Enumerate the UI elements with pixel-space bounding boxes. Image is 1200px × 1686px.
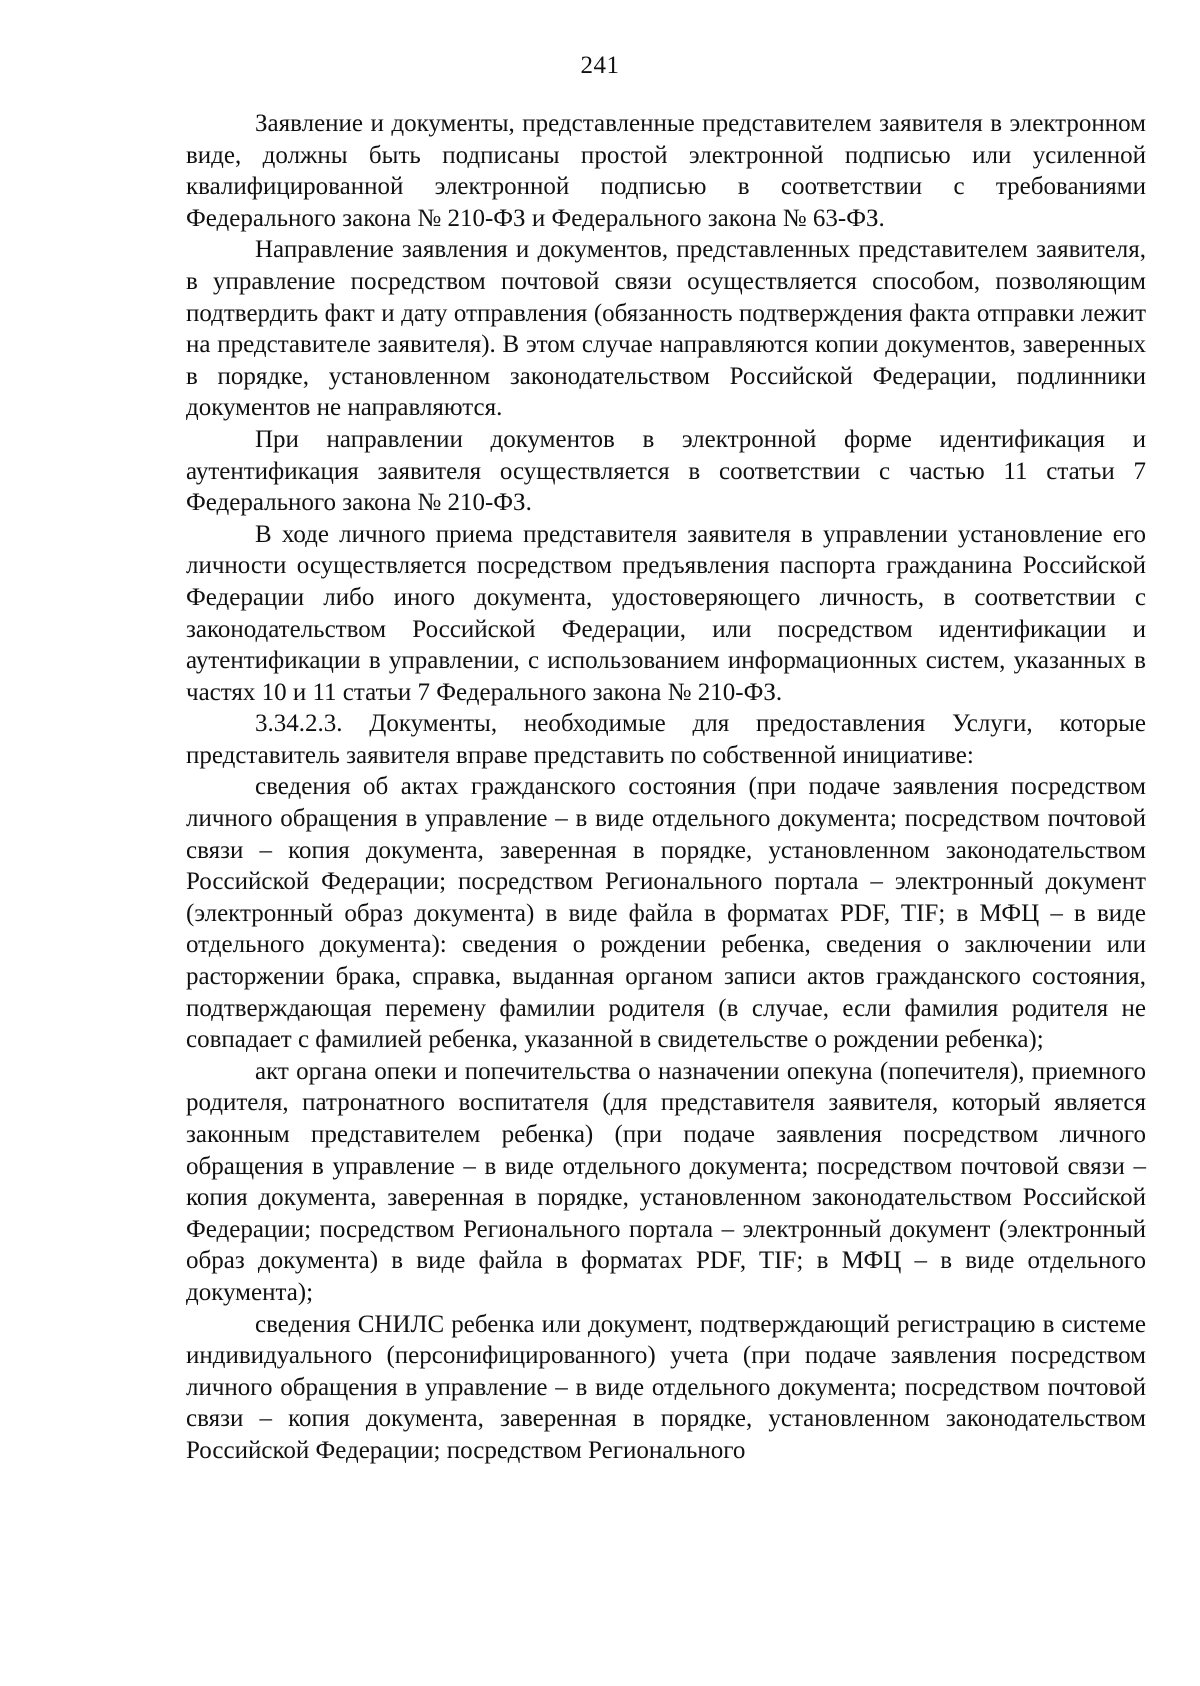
- paragraph-electronic-identification: При направлении документов в электронной форме идентификация и аутентификация заявителя осуществляется в соответствии с частью 11 статьи 7 Федерального закона № 210-ФЗ.: [186, 425, 1146, 517]
- paragraph-snils: сведения СНИЛС ребенка или документ, подтверждающий регистрацию в системе индивидуального (персонифицированного) учета (при подаче заявления посредством личного обращения в управление – в виде отдельного документа; посредством почтовой связи – копия документа, заверенная в порядке, установленном законодательством Российской Федерации; посредством Регионального: [186, 1310, 1146, 1464]
- paragraph-signature-requirements: Заявление и документы, представленные представителем заявителя в электронном виде, должны быть подписаны простой электронной подписью или усиленной квалифицированной электронной подписью в соответствии с требованиями Федерального закона № 210-ФЗ и Федерального закона № 63-ФЗ.: [186, 110, 1146, 232]
- paragraph-guardianship-act: акт органа опеки и попечительства о назначении опекуна (попечителя), приемного родителя, патронатного воспитателя (для представителя заявителя, который является законным представителем ребенка) (при подаче заявления посредством личного обращения в управление – в виде отдельного документа; посредством почтовой связи – копия документа, заверенная в порядке, установленном законодательством Российской Федерации; посредством Регионального портала – электронный документ (электронный образ документа) в виде файла в форматах PDF, TIF; в МФЦ – в виде отдельного документа);: [186, 1057, 1146, 1306]
- paragraph-civil-status-records: сведения об актах гражданского состояния (при подаче заявления посредством личного обращения в управление – в виде отдельного документа; посредством почтовой связи – копия документа, заверенная в порядке, установленном законодательством Российской Федерации; посредством Регионального портала – электронный документ (электронный образ документа) в виде файла в форматах PDF, TIF; в МФЦ – в виде отдельного документа): сведения о рождении ребенка, сведения о заключении или расторжении брака, справка, выданная органом записи актов гражданского состояния, подтверждающая перемену фамилии родителя (в случае, если фамилия родителя не совпадает с фамилией ребенка, указанной в свидетельстве о рождении ребенка);: [186, 773, 1146, 1054]
- paragraph-section-3-34-2-3: 3.34.2.3. Документы, необходимые для предоставления Услуги, которые представитель заявителя вправе представить по собственной инициативе:: [186, 710, 1146, 769]
- page-number: 241: [580, 52, 620, 79]
- paragraph-personal-reception: В ходе личного приема представителя заявителя в управлении установление его личности осуществляется посредством предъявления паспорта гражданина Российской Федерации либо иного документа, удостоверяющего личность, в соответствии с законодательством Российской Федерации, или посредством идентификации и аутентификации в управлении, с использованием информационных систем, указанных в частях 10 и 11 статьи 7 Федерального закона № 210-ФЗ.: [186, 520, 1146, 706]
- paragraph-postal-submission: Направление заявления и документов, представленных представителем заявителя, в управление посредством почтовой связи осуществляется способом, позволяющим подтвердить факт и дату отправления (обязанность подтверждения факта отправки лежит на представителе заявителя). В этом случае направляются копии документов, заверенных в порядке, установленном законодательством Российской Федерации, подлинники документов не направляются.: [186, 236, 1146, 422]
- document-body: [186, 108, 1146, 1467]
